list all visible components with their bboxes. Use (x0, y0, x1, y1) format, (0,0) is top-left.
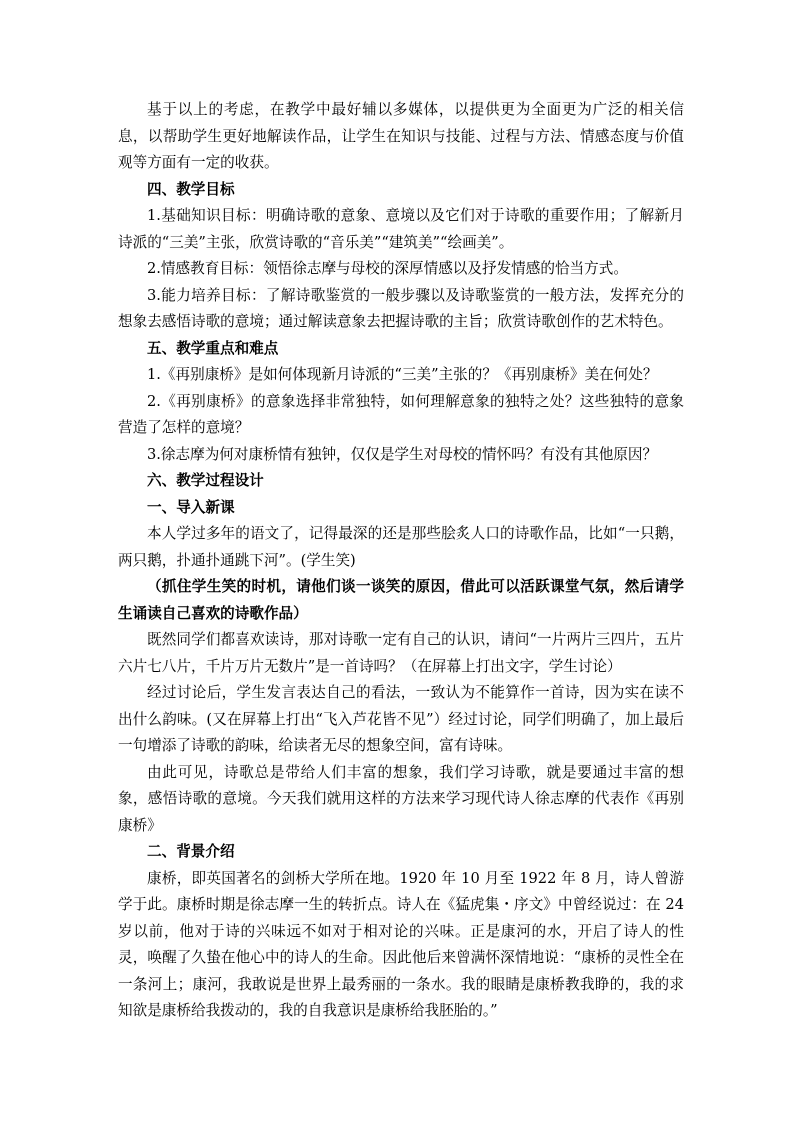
subheading-background: 二、背景介绍 (147, 843, 235, 860)
document-page (118, 97, 684, 1025)
subheading-intro-lesson: 一、导入新课 (147, 498, 235, 516)
paragraph-intro-lesson: 本人学过多年的语文了，记得最深的还是那些脍炙人口的诗歌作品，比如“一只鹅，两只鹅，扑通扑通跳下河”。(学生笑) (118, 525, 684, 569)
paragraph-intro: 基于以上的考虑，在教学中最好辅以多媒体，以提供更为全面更为广泛的相关信息，以帮助学生更好地解读作品，让学生在知识与技能、过程与方法、情感态度与价值观等方面有一定的收获。 (118, 101, 684, 171)
heading-key-points: 五、教学重点和难点 (147, 339, 279, 357)
heading-teaching-goals: 四、教学目标 (147, 180, 235, 198)
paragraph-conclusion: 由此可见，诗歌总是带给人们丰富的想象，我们学习诗歌，就是要通过丰富的想象，感悟诗歌的意境。今天我们就用这样的方法来学习现代诗人徐志摩的代表作《再别康桥》 (118, 763, 684, 834)
paragraph-teaching-note: （抓住学生笑的时机，请他们谈一谈笑的原因，借此可以活跃课堂气氛，然后请学生诵读自己喜欢的诗歌作品） (118, 578, 684, 622)
key-point-1: 1.《再别康桥》是如何体现新月诗派的“三美”主张的？《再别康桥》美在何处？ (147, 366, 658, 383)
goal-emotional-education: 2.情感教育目标：领悟徐志摩与母校的深厚情感以及抒发情感的恰当方式。 (147, 260, 628, 277)
paragraph-background: 康桥，即英国著名的剑桥大学所在地。1920 年 10 月至 1922 年 8 月，诗人曾游学于此。康桥时期是徐志摩一生的转折点。诗人在《猛虎集・序文》中曾经说过：在 24 岁以前，他对于诗的兴味远不如对于相对论的兴味。正是康河的水，开启了诗人的性灵，唤醒了久蛰在他心中的诗人的生命。因此他后来曾满怀深情地说：“康桥的灵性全在一条河上；康河，我敢说是世界上最秀丽的一条水。我的眼睛是康桥教我睁的，我的求知欲是康桥给我拨动的，我的自我意识是康桥给我胚胎的。” (118, 869, 684, 1019)
key-point-3: 3.徐志摩为何对康桥情有独钟，仅仅是学生对母校的情怀吗？有没有其他原因？ (147, 445, 658, 463)
heading-process-design: 六、教学过程设计 (147, 472, 264, 489)
paragraph-discussion-question: 既然同学们都喜欢读诗，那对诗歌一定有自己的认识，请问“一片两片三四片，五片六片七八片，千片万片无数片”是一首诗吗？（在屏幕上打出文字，学生讨论） (118, 631, 684, 675)
paragraph-discussion-result: 经过讨论后，学生发言表达自己的看法，一致认为不能算作一首诗，因为实在读不出什么韵味。(又在屏幕上打出“飞入芦花皆不见”）经过讨论，同学们明确了，加上最后一句增添了诗歌的韵味，给读者无尽的想象空间，富有诗味。 (118, 684, 684, 754)
key-point-2: 2.《再别康桥》的意象选择非常独特，如何理解意象的独特之处？这些独特的意象营造了怎样的意境？ (118, 392, 684, 436)
goal-basic-knowledge: 1.基础知识目标：明确诗歌的意象、意境以及它们对于诗歌的重要作用；了解新月诗派的“三美”主张，欣赏诗歌的“音乐美”“建筑美”“绘画美”。 (118, 207, 684, 251)
goal-ability: 3.能力培养目标：了解诗歌鉴赏的一般步骤以及诗歌鉴赏的一般方法，发挥充分的想象去感悟诗歌的意境；通过解读意象去把握诗歌的主旨；欣赏诗歌创作的艺术特色。 (118, 286, 684, 330)
